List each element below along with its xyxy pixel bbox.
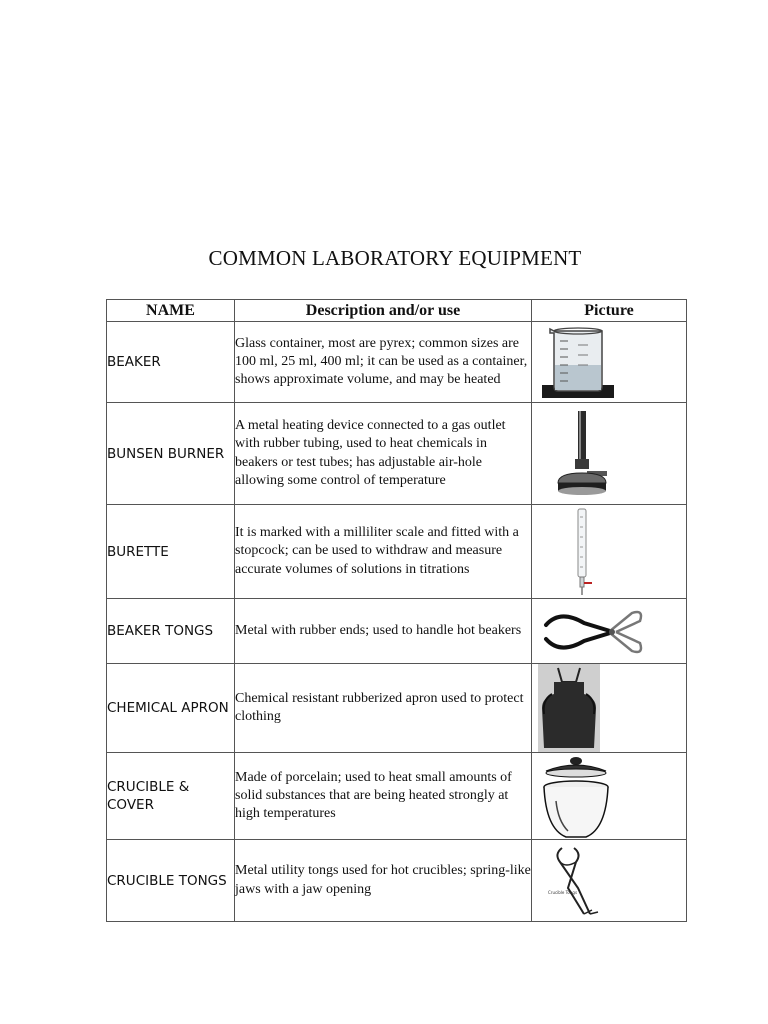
table-row bbox=[107, 505, 687, 599]
header-picture: Picture bbox=[532, 300, 687, 322]
table-row bbox=[107, 403, 687, 505]
table-row bbox=[107, 753, 687, 840]
equipment-picture bbox=[532, 599, 687, 664]
crucible-tongs-icon bbox=[544, 844, 608, 918]
table-header-row bbox=[107, 300, 687, 322]
equipment-picture bbox=[532, 753, 687, 840]
equipment-description: Glass container, most are pyrex; common sizes are 100 ml, 25 ml, 400 ml; it can be used as a container, shows approximate volume, and may be heated bbox=[235, 322, 532, 403]
equipment-name: BURETTE bbox=[107, 505, 235, 599]
page-title: COMMON LABORATORY EQUIPMENT bbox=[208, 246, 582, 270]
equipment-description: A metal heating device connected to a gas outlet with rubber tubing, used to heat chemicals in beakers or test tubes; has adjustable air-hole allowing some control of temperature bbox=[235, 403, 532, 505]
equipment-description: Metal utility tongs used for hot crucibles; spring-like jaws with a jaw opening bbox=[235, 840, 532, 922]
equipment-picture bbox=[532, 403, 687, 505]
equipment-name: CHEMICAL APRON bbox=[107, 664, 235, 753]
picture-caption: Crucible Tongs bbox=[548, 890, 578, 895]
equipment-name: BUNSEN BURNER bbox=[107, 403, 235, 505]
equipment-description: Metal with rubber ends; used to handle hot beakers bbox=[235, 599, 532, 664]
equipment-description: Chemical resistant rubberized apron used to protect clothing bbox=[235, 664, 532, 753]
table-row bbox=[107, 664, 687, 753]
equipment-picture bbox=[532, 664, 687, 753]
header-name: NAME bbox=[107, 300, 235, 322]
chemical-apron-icon bbox=[538, 664, 600, 752]
equipment-table bbox=[106, 299, 687, 922]
bunsen-burner-icon bbox=[554, 409, 610, 497]
crucible-cover-icon bbox=[536, 755, 616, 839]
burette-icon bbox=[568, 507, 598, 595]
table-row bbox=[107, 322, 687, 403]
equipment-name: BEAKER bbox=[107, 322, 235, 403]
equipment-name: BEAKER TONGS bbox=[107, 599, 235, 664]
beaker-tongs-icon bbox=[540, 605, 648, 657]
equipment-description: Made of porcelain; used to heat small amounts of solid substances that are being heated strongly at high temperatures bbox=[235, 753, 532, 840]
equipment-description: It is marked with a milliliter scale and fitted with a stopcock; can be used to withdraw and measure accurate volumes of solutions in titrations bbox=[235, 505, 532, 599]
equipment-picture bbox=[532, 505, 687, 599]
equipment-name: CRUCIBLE TONGS bbox=[107, 840, 235, 922]
equipment-name: CRUCIBLE & COVER bbox=[107, 753, 235, 840]
equipment-picture bbox=[532, 322, 687, 403]
table-row bbox=[107, 599, 687, 664]
equipment-picture bbox=[532, 840, 687, 922]
beaker-icon bbox=[540, 325, 616, 399]
header-description: Description and/or use bbox=[235, 300, 532, 322]
table-row bbox=[107, 840, 687, 922]
